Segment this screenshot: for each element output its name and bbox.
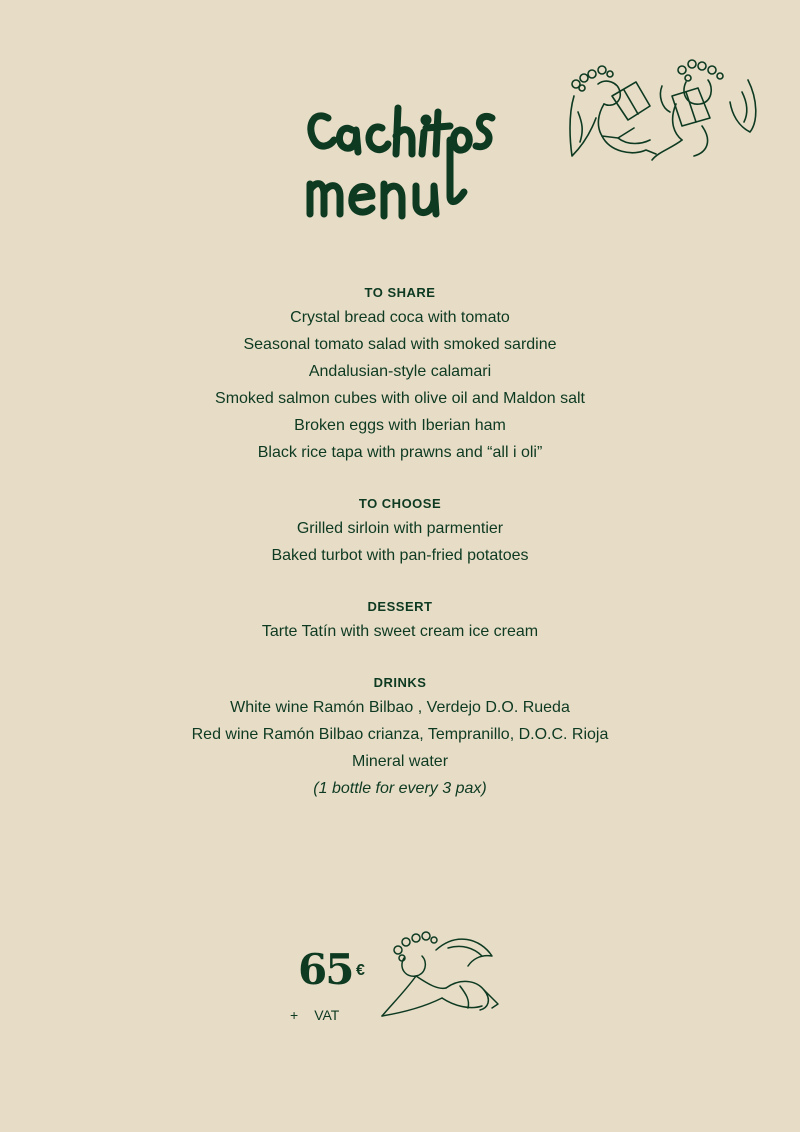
menu-item: Tarte Tatín with sweet cream ice cream [261,623,539,640]
menu-item: Broken eggs with Iberian ham [294,417,506,434]
section-title: DRINKS [373,675,427,690]
price-amount: 65 [298,945,353,994]
currency-symbol: € [356,962,365,979]
section-title: DESSERT [367,599,433,614]
menu-item: Black rice tapa with prawns and “all i oli” [257,444,543,461]
menu-item: Red wine Ramón Bilbao crianza, Tempranillo, D.O.C. Rioja [191,726,609,743]
section-title: TO CHOOSE [358,496,442,511]
menu-item: Andalusian-style calamari [308,363,492,380]
menu-note: (1 bottle for every 3 pax) [313,780,487,797]
menu-item: Mineral water [351,753,449,770]
logo-lettering [300,100,500,230]
two-reading-angels-illustration [562,56,762,166]
menu-item: Grilled sirloin with parmentier [296,520,504,537]
section-spacer [0,569,800,596]
section-drinks [0,672,800,802]
menu-item: Smoked salmon cubes with olive oil and Maldon salt [215,390,585,407]
section-to-share [0,282,800,466]
menu-item: Baked turbot with pan-fried potatoes [271,547,529,564]
section-spacer [0,466,800,493]
cachitos-menu-logo [300,100,500,230]
menu-item: Crystal bread coca with tomato [290,309,510,326]
section-spacer [0,645,800,672]
menu-content [0,282,800,802]
section-title: TO SHARE [364,285,436,300]
menu-item: Seasonal tomato salad with smoked sardine [243,336,557,353]
reclining-angel-illustration [376,928,502,1020]
tax-label: VAT [314,1007,340,1023]
menu-item: White wine Ramón Bilbao , Verdejo D.O. Rueda [230,699,570,716]
section-to-choose [0,493,800,569]
section-dessert [0,596,800,645]
plus-sign: + [290,1007,299,1023]
tax-note [290,1006,339,1024]
